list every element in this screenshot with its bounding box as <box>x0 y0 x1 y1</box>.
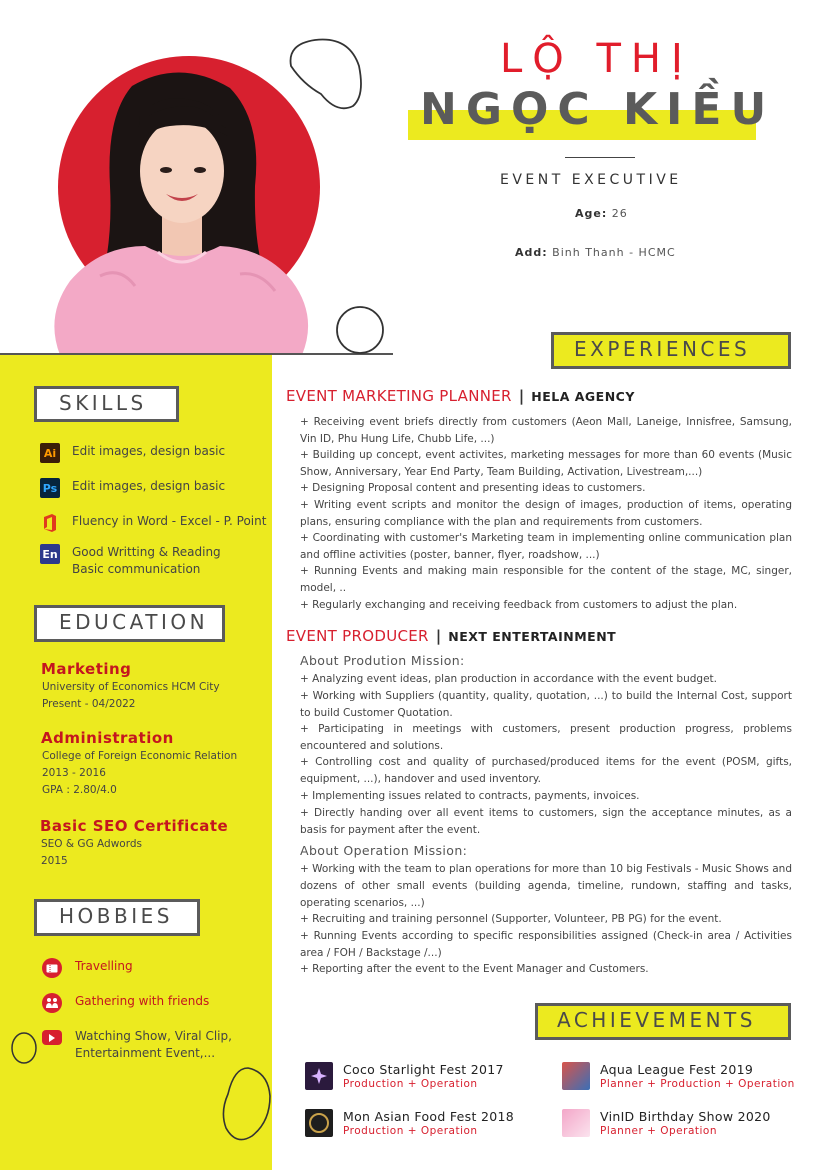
job-bullet: + Reporting after the event to the Event Manager and Customers. <box>300 963 649 975</box>
education-detail: 2015 <box>41 855 68 867</box>
address-label: Add: <box>515 246 548 259</box>
age-value: 26 <box>611 207 628 220</box>
hobby-text: Gathering with friends <box>75 994 210 1008</box>
title-divider <box>565 157 635 158</box>
video-play-icon <box>42 1030 62 1045</box>
ticket-icon <box>42 958 62 978</box>
education-detail: College of Foreign Economic Relation <box>42 750 238 762</box>
decorative-circle <box>334 306 386 356</box>
education-title: Marketing <box>41 660 132 678</box>
skill-item <box>40 513 266 533</box>
skill-item <box>40 478 225 498</box>
job-bullet: + Receiving event briefs directly from customers (Aeon Mall, Laneige, Innisfree, Samsung, Vin ID, Phu Hung Life, Chubb Life, ...) <box>300 416 792 445</box>
skill-text: Fluency in Word - Excel - P. Point <box>72 514 267 528</box>
hobbies-heading: HOBBIES <box>34 899 200 936</box>
decorative-blob <box>283 36 368 111</box>
achievement-role: Planner + Operation <box>600 1125 717 1137</box>
illustrator-icon: Ai <box>40 443 60 463</box>
job-role: EVENT MARKETING PLANNER <box>286 387 512 405</box>
job-bullet: + Designing Proposal content and presenting ideas to customers. <box>300 482 646 494</box>
job-title: EVENT EXECUTIVE <box>500 172 682 188</box>
job-bullet: + Recruiting and training personnel (Supporter, Volunteer, PB PG) for the event. <box>300 913 722 925</box>
job-bullet: + Controlling cost and quality of purchased/produced items for the event (POSM, gifts, equipment, ...), handover and used inventory. <box>300 756 792 785</box>
achievement-role: Planner + Production + Operation <box>600 1078 795 1090</box>
achievement-thumbnail <box>305 1062 333 1090</box>
hobby-text: Watching Show, Viral Clip, <box>75 1029 232 1043</box>
education-title: Administration <box>41 729 174 747</box>
job-header <box>286 387 635 405</box>
job-separator: | <box>518 387 525 405</box>
job-bullet: + Working with the team to plan operations for more than 10 big Festivals - Music Shows and dozens of other small events (building agenda, timeline, rundown, staffing and tasks, operating scenarios, ...) <box>300 863 792 909</box>
achievements-heading: ACHIEVEMENTS <box>535 1003 791 1040</box>
name-first-line: LỘ THỊ <box>500 36 693 82</box>
age-label: Age: <box>575 207 608 220</box>
education-detail: Present - 04/2022 <box>42 698 136 710</box>
office-icon <box>40 513 60 533</box>
decorative-ring <box>8 1030 38 1066</box>
hobby-item <box>42 958 133 978</box>
skill-text: Edit images, design basic <box>72 479 226 493</box>
age-line <box>575 207 628 220</box>
education-title: Basic SEO Certificate <box>40 817 229 835</box>
skill-item <box>40 544 221 578</box>
education-heading: EDUCATION <box>34 605 225 642</box>
job-role: EVENT PRODUCER <box>286 627 429 645</box>
hobby-item <box>42 993 209 1013</box>
skill-text: Edit images, design basic <box>72 444 226 458</box>
skill-text: Good Writting & Reading <box>72 545 221 559</box>
achievement-name: Mon Asian Food Fest 2018 <box>343 1109 514 1124</box>
achievement-thumbnail <box>305 1109 333 1137</box>
experiences-heading: EXPERIENCES <box>551 332 791 369</box>
achievement-name: Aqua League Fest 2019 <box>600 1062 754 1077</box>
job-bullet: + Writing event scripts and monitor the design of images, production of items, operating plans, ensuring compliance with the plan and requirements from customers. <box>300 499 792 528</box>
address-line <box>515 246 676 259</box>
job-bullet: + Running Events according to specific responsibilities assigned (Check-in area / Activities area / FOH / Backstage /...) <box>300 930 792 959</box>
achievement-thumbnail <box>562 1109 590 1137</box>
job-bullet: + Regularly exchanging and receiving feedback from customers to adjust the plan. <box>300 599 738 611</box>
job-bullet: + Running Events and making main responsible for the content of the stage, MC, singer, model, .. <box>300 565 792 594</box>
job-company: HELA AGENCY <box>531 389 635 404</box>
achievement-item <box>562 1062 795 1090</box>
education-detail: GPA : 2.80/4.0 <box>42 784 117 796</box>
education-detail: SEO & GG Adwords <box>41 838 142 850</box>
friends-icon <box>42 993 62 1013</box>
job-subheading: About Prodution Mission: <box>300 653 465 668</box>
photoshop-icon: Ps <box>40 478 60 498</box>
achievement-name: Coco Starlight Fest 2017 <box>343 1062 504 1077</box>
hobby-item <box>42 1028 232 1062</box>
job-bullet: + Analyzing event ideas, plan production in accordance with the event budget. <box>300 673 717 685</box>
job-bullet: + Working with Suppliers (quantity, quality, quotation, ...) to build the Internal Cost, support to build Customer Quotation. <box>300 690 792 719</box>
job-bullet: + Implementing issues related to contracts, payments, invoices. <box>300 790 640 802</box>
achievement-item <box>305 1109 514 1137</box>
profile-photo <box>40 66 315 355</box>
hobby-text-secondary: Entertainment Event,... <box>75 1046 216 1060</box>
job-subheading: About Operation Mission: <box>300 843 468 858</box>
hobby-text: Travelling <box>75 959 133 973</box>
address-value: Binh Thanh - HCMC <box>552 246 676 259</box>
job-separator: | <box>435 627 442 645</box>
job-bullet: + Directly handing over all event items to customers, sign the acceptance minutes, as a basis for payment after the event. <box>300 807 792 836</box>
job-bullet: + Participating in meetings with customers, present production progress, problems encountered and solutions. <box>300 723 792 752</box>
english-icon: En <box>40 544 60 564</box>
job-company: NEXT ENTERTAINMENT <box>448 629 617 644</box>
skill-text-secondary: Basic communication <box>72 562 201 576</box>
achievement-role: Production + Operation <box>343 1078 478 1090</box>
education-detail: University of Economics HCM City <box>42 681 220 693</box>
education-detail: 2013 - 2016 <box>42 767 106 779</box>
achievement-thumbnail <box>562 1062 590 1090</box>
job-bullet: + Coordinating with customer's Marketing team in implementing online communication plan and offline activities (poster, banner, flyer, roadshow, ...) <box>300 532 792 561</box>
achievement-role: Production + Operation <box>343 1125 478 1137</box>
achievement-item <box>562 1109 771 1137</box>
skills-heading: SKILLS <box>34 386 179 422</box>
job-header <box>286 627 616 645</box>
decorative-blob <box>218 1064 274 1142</box>
skill-item <box>40 443 225 463</box>
name-second-line: NGỌC KIỀU <box>420 84 776 135</box>
job-bullet: + Building up concept, event activites, marketing messages for more than 60 events (Music Show, Anniversary, Year End Party, Team Building, Activation, Livestream,...) <box>300 449 792 478</box>
achievement-item <box>305 1062 504 1090</box>
achievement-name: VinID Birthday Show 2020 <box>600 1109 771 1124</box>
